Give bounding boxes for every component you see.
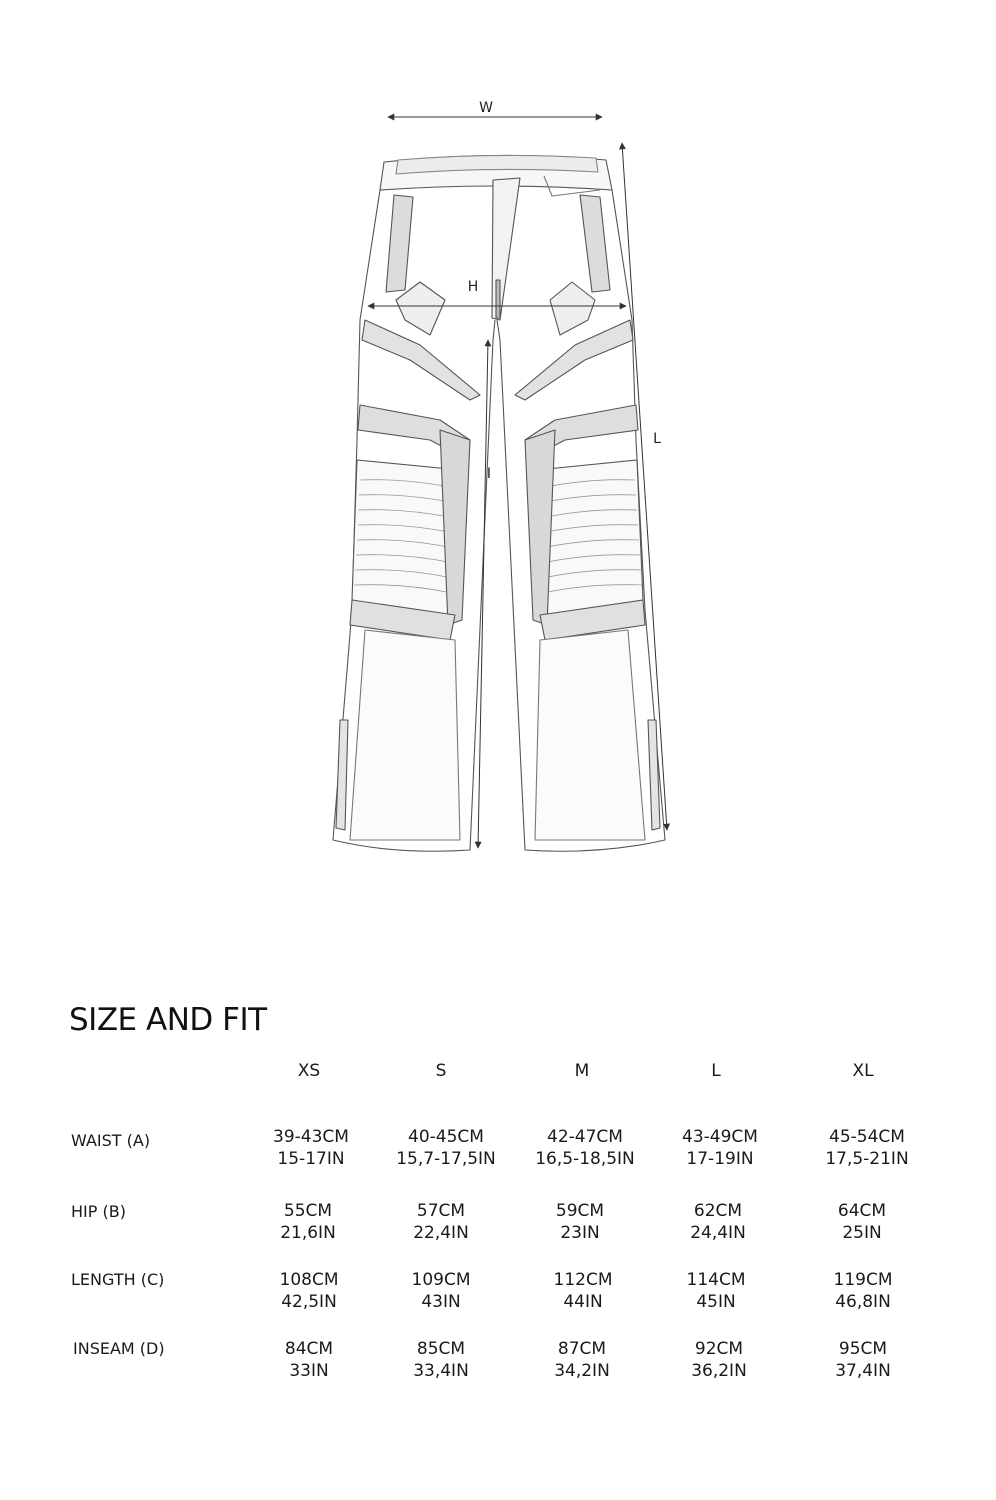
cell-waist-xl: 45-54CM 17,5-21IN	[825, 1127, 909, 1169]
cell-length-s: 109CM 43IN	[411, 1270, 471, 1312]
cell-hip-xs: 55CM 21,6IN	[280, 1201, 336, 1243]
cell-inseam-s: 85CM 33,4IN	[413, 1339, 469, 1381]
cell-hip-l: 62CM 24,4IN	[690, 1201, 746, 1243]
size-header-s: S	[435, 1061, 447, 1081]
cell-length-l: 114CM 45IN	[686, 1270, 746, 1312]
cell-hip-s: 57CM 22,4IN	[413, 1201, 469, 1243]
row-label-length: LENGTH (C)	[71, 1270, 165, 1289]
hip-dimension-label: H	[467, 279, 479, 295]
row-label-waist: WAIST (A)	[71, 1131, 151, 1150]
length-dimension-label: L	[653, 431, 661, 447]
cell-inseam-xl: 95CM 37,4IN	[835, 1339, 891, 1381]
cell-inseam-m: 87CM 34,2IN	[554, 1339, 610, 1381]
inseam-dimension-label: I	[486, 466, 492, 482]
cell-waist-s: 40-45CM 15,7-17,5IN	[396, 1127, 496, 1169]
size-header-l: L	[711, 1061, 721, 1081]
cell-length-m: 112CM 44IN	[553, 1270, 613, 1312]
width-dimension-label: W	[479, 100, 493, 116]
size-header-xl: XL	[852, 1061, 874, 1081]
cell-waist-m: 42-47CM 16,5-18,5IN	[535, 1127, 635, 1169]
row-label-inseam: INSEAM (D)	[73, 1339, 165, 1358]
row-label-hip: HIP (B)	[71, 1202, 126, 1221]
size-header-m: M	[574, 1061, 590, 1081]
cell-hip-xl: 64CM 25IN	[837, 1201, 887, 1243]
size-chart-title: SIZE AND FIT	[69, 1002, 267, 1038]
cell-waist-l: 43-49CM 17-19IN	[682, 1127, 758, 1169]
cell-inseam-xs: 84CM 33IN	[284, 1339, 334, 1381]
cell-hip-m: 59CM 23IN	[555, 1201, 605, 1243]
cell-length-xl: 119CM 46,8IN	[833, 1270, 893, 1312]
size-header-xs: XS	[297, 1061, 321, 1081]
cell-length-xs: 108CM 42,5IN	[279, 1270, 339, 1312]
cell-waist-xs: 39-43CM 15-17IN	[273, 1127, 349, 1169]
cell-inseam-l: 92CM 36,2IN	[691, 1339, 747, 1381]
